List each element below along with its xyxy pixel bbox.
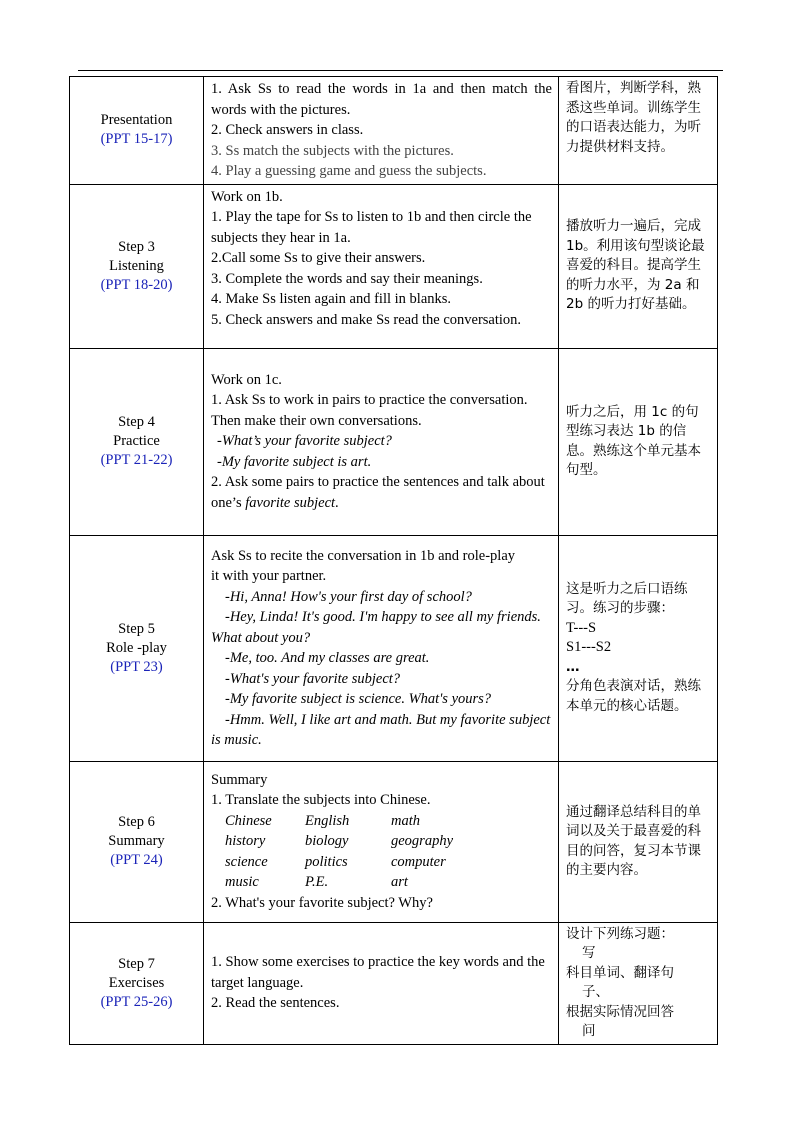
- dialogue-line: -Hey, Linda! It's good. I'm happy to see all my friends. What about you?: [211, 609, 541, 646]
- procedure-line: 1. Translate the subjects into Chinese.: [211, 792, 431, 809]
- procedure-line: 2. Check answers in class.: [211, 122, 364, 138]
- subject-word: English: [305, 812, 350, 829]
- step-cell: [70, 184, 204, 348]
- step-cell: [70, 348, 204, 535]
- purpose-text: S1---S2: [566, 639, 612, 656]
- subject-word: Chinese: [225, 812, 272, 829]
- procedure-line: 1. Ask Ss to read the words in 1a and then match the words with the pictures.: [211, 81, 552, 118]
- ppt-ref: (PPT 25-26): [100, 993, 173, 1010]
- procedure-text: 2. Ask some pairs to practice the sentences and talk about one’s: [211, 474, 545, 511]
- dialogue-line: -My favorite subject is science. What's yours?: [225, 691, 492, 707]
- step-subtitle: Exercises: [108, 974, 165, 991]
- subject-word: P.E.: [305, 874, 329, 891]
- subject-word: history: [225, 833, 266, 850]
- ppt-ref: (PPT 23): [110, 658, 163, 675]
- purpose-text: T---S: [566, 619, 597, 636]
- purpose-text: 写: [582, 945, 596, 961]
- step-title: Presentation: [100, 112, 173, 129]
- procedure-line: Work on 1b.: [211, 188, 283, 205]
- procedure-line: Ask Ss to recite the conversation in 1b and role-play: [211, 547, 516, 564]
- step-title: Step 5: [118, 620, 155, 637]
- procedure-cell: [204, 77, 559, 185]
- purpose-cell: [559, 922, 718, 1044]
- step-subtitle: Practice: [113, 433, 160, 449]
- table-row-presentation: [70, 77, 718, 185]
- purpose-text: …: [566, 658, 580, 675]
- procedure-line: 1. Ask Ss to work in pairs to practice the conversation. Then make their own conversations.: [211, 392, 528, 429]
- dialogue-line: -What’s your favorite subject?: [217, 433, 392, 450]
- procedure-line: 2.Call some Ss to give their answers.: [211, 250, 426, 266]
- purpose-text: 根据实际情况回答: [566, 1003, 674, 1020]
- procedure-line: 5. Check answers and make Ss read the conversation.: [211, 311, 522, 328]
- step-subtitle: Summary: [108, 833, 165, 849]
- step-subtitle: Role -play: [106, 639, 167, 656]
- dialogue-line: -Me, too. And my classes are great.: [225, 650, 430, 666]
- purpose-text: 看图片，判断学科，熟悉这些单词。训练学生的口语表达能力，为听力提供材料支持。: [566, 80, 701, 155]
- purpose-text: 这是听力之后口语练习。练习的步骤：: [566, 580, 688, 617]
- procedure-line: 2. What's your favorite subject? Why?: [211, 894, 433, 911]
- procedure-line: 4. Play a guessing game and guess the subjects.: [211, 163, 487, 179]
- subject-word: politics: [305, 853, 348, 870]
- procedure-cell: [204, 184, 559, 348]
- subject-word: science: [225, 853, 268, 870]
- dialogue-line: -My favorite subject is art.: [217, 453, 372, 470]
- purpose-cell: [559, 535, 718, 761]
- purpose-cell: [559, 77, 718, 185]
- step-title: Step 6: [118, 814, 155, 830]
- procedure-text: .: [335, 494, 339, 511]
- lesson-plan-table: [69, 76, 718, 1045]
- dialogue-line: -Hi, Anna! How's your first day of school?: [225, 588, 472, 605]
- procedure-cell: [204, 348, 559, 535]
- purpose-cell: [559, 184, 718, 348]
- subject-word: music: [225, 874, 259, 891]
- subject-word: math: [391, 812, 420, 829]
- step-subtitle: Listening: [109, 257, 164, 274]
- procedure-line: 2. Read the sentences.: [211, 995, 340, 1012]
- table-row-listening: [70, 184, 718, 348]
- purpose-text: 分角色表演对话，熟练本单元的核心话题。: [566, 678, 701, 714]
- procedure-line: 4. Make Ss listen again and fill in blanks.: [211, 291, 452, 307]
- header-rule: [78, 70, 723, 71]
- dialogue-line: -Hmm. Well, I like art and math. But my favorite subject is music.: [211, 711, 551, 748]
- table-row-role-play: [70, 535, 718, 761]
- purpose-text: 科目单词、翻译句: [566, 964, 674, 981]
- ppt-ref: (PPT 15-17): [100, 131, 173, 148]
- subject-word: art: [391, 874, 408, 891]
- procedure-line: 1. Show some exercises to practice the key words and the target language.: [211, 954, 545, 991]
- procedure-text-italic: favorite subject: [245, 494, 336, 511]
- subject-word: biology: [305, 833, 349, 850]
- purpose-text: 问: [582, 1023, 596, 1039]
- table-row-summary: [70, 761, 718, 922]
- ppt-ref: (PPT 18-20): [100, 276, 173, 293]
- table-row-practice: [70, 348, 718, 535]
- ppt-ref: (PPT 21-22): [100, 452, 173, 468]
- procedure-line: 3. Ss match the subjects with the pictures.: [211, 142, 454, 159]
- procedure-line: 3. Complete the words and say their meanings.: [211, 270, 483, 287]
- purpose-text: 通过翻译总结科目的单词以及关于最喜爱的科目的问答，复习本节课的主要内容。: [566, 803, 701, 878]
- step-title: Step 4: [118, 414, 155, 430]
- procedure-line: [211, 472, 552, 513]
- step-cell: [70, 761, 204, 922]
- step-title: Step 7: [118, 955, 155, 972]
- step-cell: [70, 77, 204, 185]
- purpose-text: 听力之后，用 1c 的句型练习表达 1b 的信息。熟练这个单元基本句型。: [566, 403, 701, 478]
- procedure-line: Summary: [211, 771, 268, 788]
- purpose-text: 播放听力一遍后，完成 1b。利用该句型谈论最喜爱的科目。提高学生的听力水平，为 2a 和 2b 的听力打好基础。: [566, 218, 705, 313]
- subject-word-grid: [211, 811, 552, 893]
- step-title: Step 3: [118, 238, 155, 255]
- table-row-exercises: [70, 922, 718, 1044]
- ppt-ref: (PPT 24): [110, 852, 163, 868]
- purpose-text: 设计下列练习题：: [566, 925, 674, 942]
- procedure-cell: [204, 761, 559, 922]
- procedure-line: 1. Play the tape for Ss to listen to 1b and then circle the subjects they hear in 1a.: [211, 209, 532, 246]
- procedure-line: it with your partner.: [211, 568, 327, 584]
- procedure-cell: [204, 535, 559, 761]
- purpose-cell: [559, 348, 718, 535]
- procedure-line: Work on 1c.: [211, 371, 282, 388]
- purpose-text: 子、: [582, 984, 609, 1000]
- procedure-cell: [204, 922, 559, 1044]
- purpose-cell: [559, 761, 718, 922]
- subject-word: computer: [391, 853, 446, 870]
- subject-word: geography: [391, 833, 454, 850]
- step-cell: [70, 922, 204, 1044]
- dialogue-line: -What's your favorite subject?: [225, 670, 401, 687]
- step-cell: [70, 535, 204, 761]
